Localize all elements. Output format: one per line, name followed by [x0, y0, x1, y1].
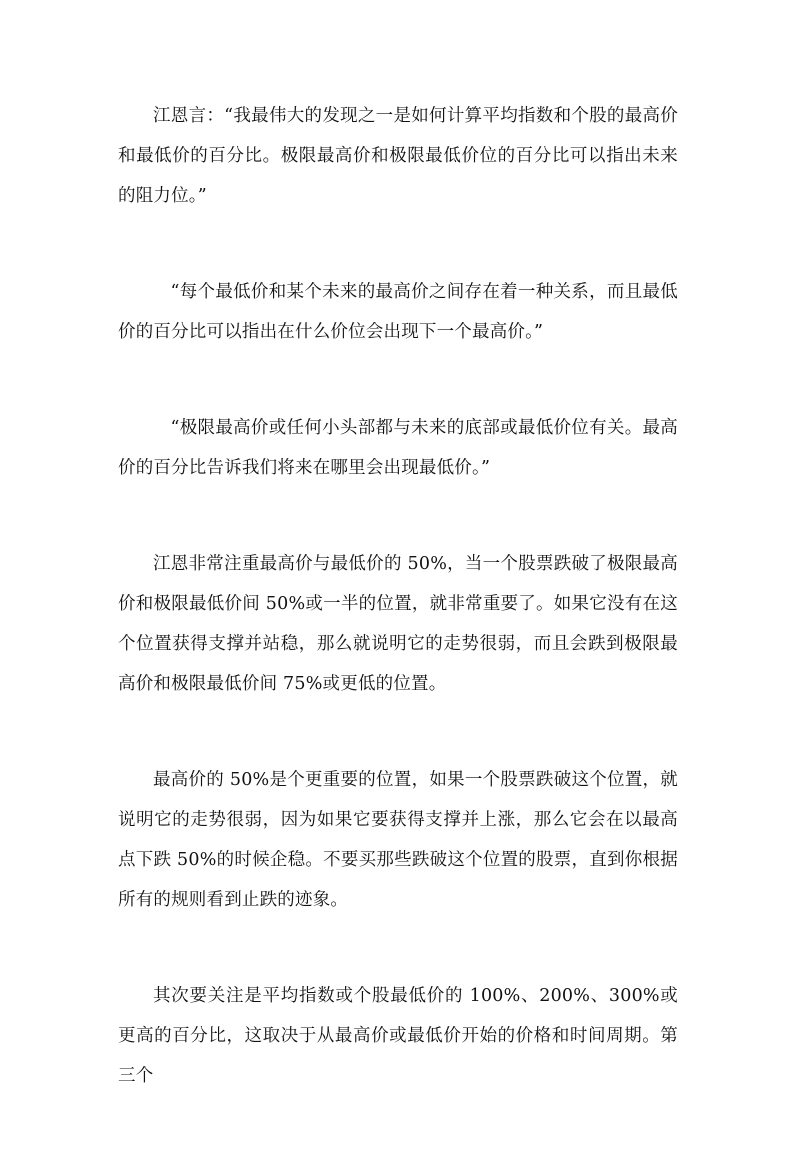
paragraph-highest-price-relation: “极限最高价或任何小头部都与未来的底部或最低价位有关。最高价的百分比告诉我们将来在哪里会出现最低价。”	[118, 418, 678, 478]
paragraph-gann-quote-percentages: 江恩言：“我最伟大的发现之一是如何计算平均指数和个股的最高价和最低价的百分比。极限最高价和极限最低价位的百分比可以指出未来的阻力位。”	[118, 106, 678, 206]
paragraph-multiples-of-low: 其次要关注是平均指数或个股最低价的 100%、200%、300%或更高的百分比，这取决于从最高价或最低价开始的价格和时间周期。第三个	[118, 986, 678, 1086]
paragraph-fifty-percent-range: 江恩非常注重最高价与最低价的 50%，当一个股票跌破了极限最高价和极限最低价间 50%或一半的位置，就非常重要了。如果它没有在这个位置获得支撑并站稳，那么就说明它的走势很弱，而且会跌到极限最高价和极限最低价间 75%或更低的位置。	[118, 554, 678, 694]
paragraph-lowest-price-relation: “每个最低价和某个未来的最高价之间存在着一种关系，而且最低价的百分比可以指出在什么价位会出现下一个最高价。”	[118, 282, 678, 342]
document-body	[118, 96, 678, 1152]
paragraph-fifty-percent-high: 最高价的 50%是个更重要的位置，如果一个股票跌破这个位置，就说明它的走势很弱，因为如果它要获得支撑并上涨，那么它会在以最高点下跌 50%的时候企稳。不要买那些跌破这个位置的股票，直到你根据所有的规则看到止跌的迹象。	[118, 770, 678, 910]
